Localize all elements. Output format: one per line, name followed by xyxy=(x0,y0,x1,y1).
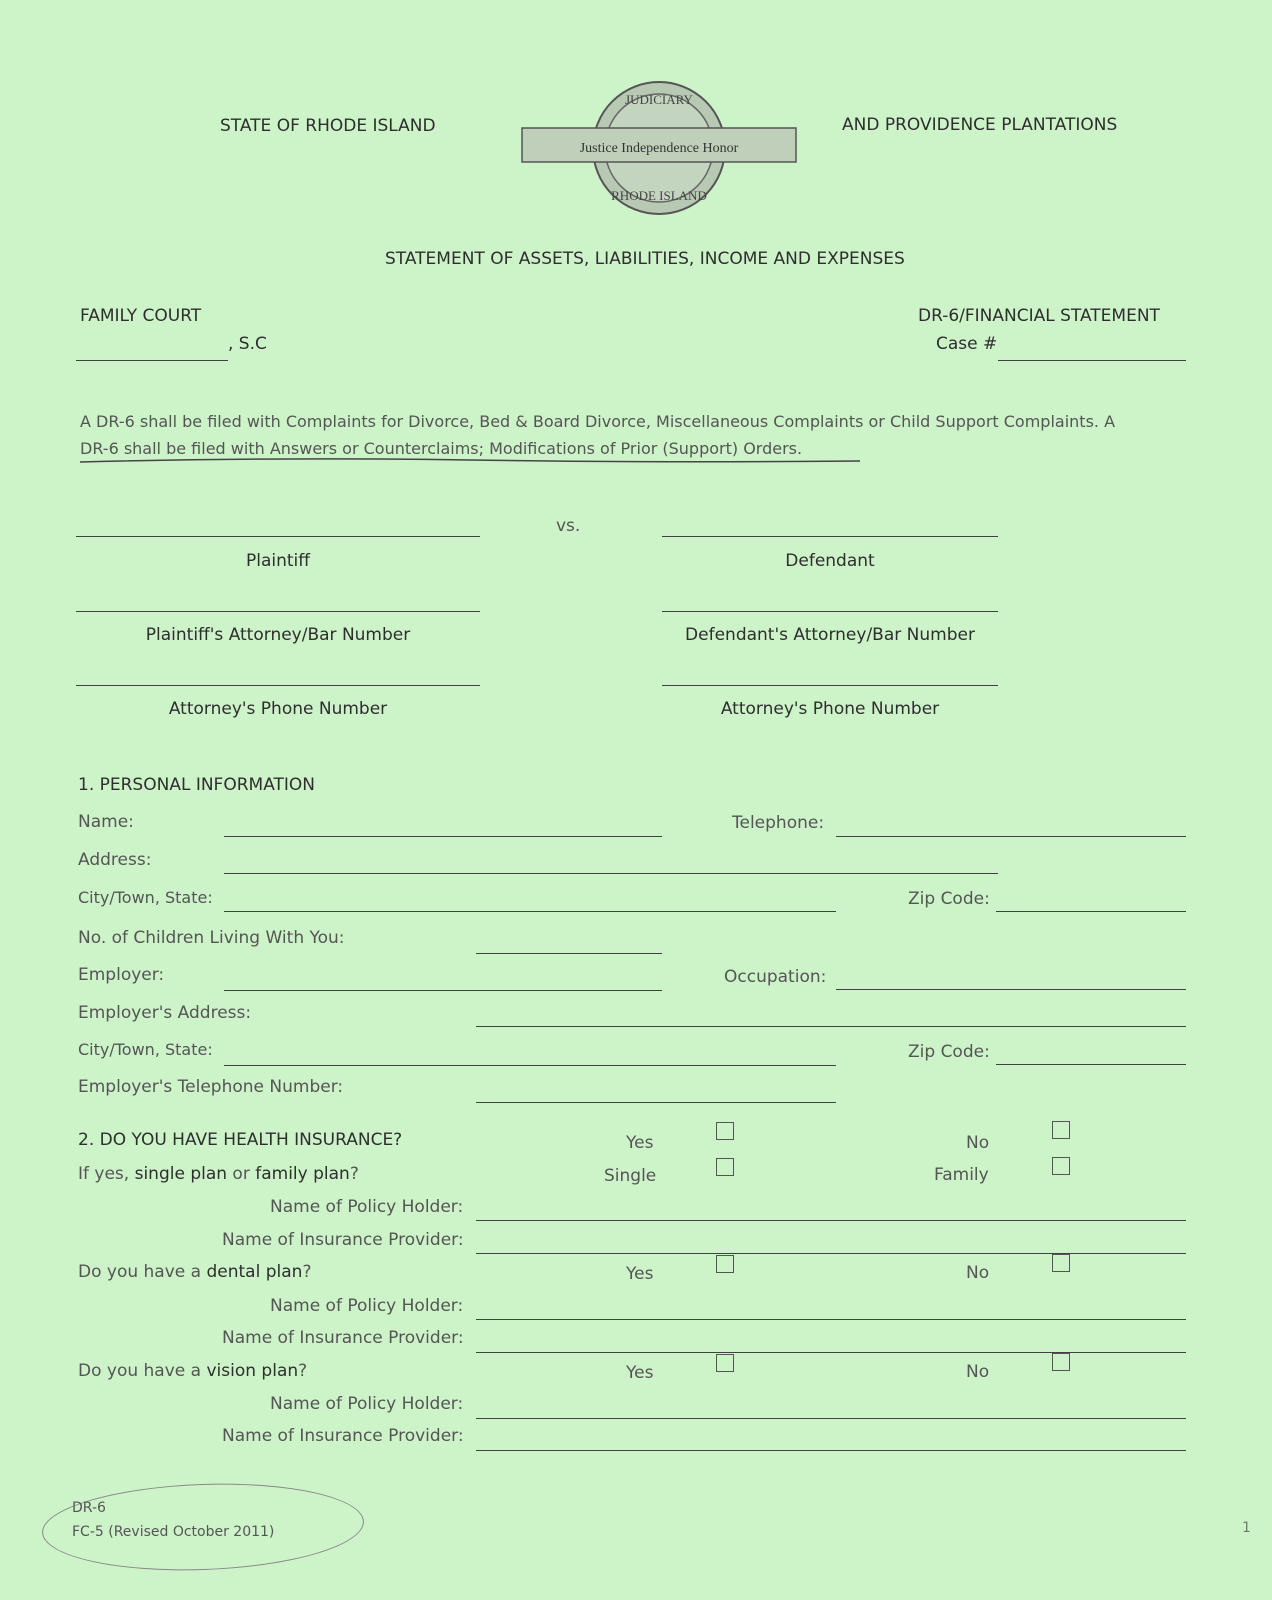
dental-provider-field[interactable] xyxy=(476,1352,1186,1353)
dental-no-label: No xyxy=(966,1263,990,1283)
seal-bottom-text: RHODE ISLAND xyxy=(611,188,707,203)
defendant-attorney-line[interactable] xyxy=(662,611,998,612)
defendant-label: Defendant xyxy=(785,551,875,571)
zip-code-label: Zip Code: xyxy=(908,889,990,909)
vision-no-label: No xyxy=(966,1362,990,1382)
vision-question-bold: vision plan xyxy=(206,1361,299,1381)
plaintiff-attorney-line[interactable] xyxy=(76,611,480,612)
health-policy-holder-field[interactable] xyxy=(476,1220,1186,1221)
employer-zip-code-label: Zip Code: xyxy=(908,1042,990,1062)
vs-label: vs. xyxy=(556,516,581,536)
dental-question-pre: Do you have a xyxy=(78,1262,207,1282)
dental-policy-holder-field[interactable] xyxy=(476,1319,1186,1320)
telephone-label: Telephone: xyxy=(732,813,825,833)
address-label: Address: xyxy=(78,850,152,870)
employer-city-state-label: City/Town, State: xyxy=(78,1040,213,1059)
judiciary-seal xyxy=(518,80,800,216)
dental-no-checkbox[interactable] xyxy=(1052,1254,1070,1272)
revision-date: FC-5 (Revised October 2011) xyxy=(72,1524,275,1540)
children-label: No. of Children Living With You: xyxy=(78,928,345,948)
vision-question-post: ? xyxy=(298,1361,308,1381)
dental-policy-holder-label: Name of Policy Holder: xyxy=(270,1296,464,1316)
vision-question xyxy=(78,1361,307,1381)
dental-yes-checkbox[interactable] xyxy=(716,1255,734,1273)
court-name: FAMILY COURT xyxy=(80,306,202,326)
state-right-heading: AND PROVIDENCE PLANTATIONS xyxy=(842,115,1118,135)
health-provider-field[interactable] xyxy=(476,1253,1186,1254)
name-field[interactable] xyxy=(224,836,662,837)
defendant-line[interactable] xyxy=(662,536,998,537)
children-field[interactable] xyxy=(476,953,662,954)
seal-top-text: JUDICIARY xyxy=(625,92,693,107)
occupation-field[interactable] xyxy=(836,989,1186,990)
zip-code-field[interactable] xyxy=(996,911,1186,912)
vision-provider-label: Name of Insurance Provider: xyxy=(222,1426,464,1446)
handwritten-underline xyxy=(80,455,860,467)
plan-question-family: family plan xyxy=(255,1164,350,1184)
health-no-checkbox[interactable] xyxy=(1052,1121,1070,1139)
sc-suffix: , S.C xyxy=(228,334,267,354)
address-field[interactable] xyxy=(224,873,998,874)
employer-phone-field[interactable] xyxy=(476,1102,836,1103)
state-left-heading: STATE OF RHODE ISLAND xyxy=(220,116,436,136)
family-label: Family xyxy=(934,1165,989,1185)
employer-address-field[interactable] xyxy=(476,1026,1186,1027)
plan-question-pre: If yes, xyxy=(78,1164,135,1184)
page-number: 1 xyxy=(1242,1520,1251,1536)
notice-line-1: A DR-6 shall be filed with Complaints for Divorce, Bed & Board Divorce, Miscellaneous Complaints or Child Support Complaints. A xyxy=(80,412,1116,431)
defendant-attorney-phone-label: Attorney's Phone Number xyxy=(720,699,940,719)
vision-yes-checkbox[interactable] xyxy=(716,1354,734,1372)
dental-question xyxy=(78,1262,311,1282)
plaintiff-attorney-phone-label: Attorney's Phone Number xyxy=(168,699,388,719)
employer-zip-code-field[interactable] xyxy=(996,1064,1186,1065)
dental-question-post: ? xyxy=(302,1262,312,1282)
notice-line-2: DR-6 shall be filed with Answers or Counterclaims; Modifications of Prior (Support) Orders. xyxy=(80,439,803,458)
dental-provider-label: Name of Insurance Provider: xyxy=(222,1328,464,1348)
health-provider-label: Name of Insurance Provider: xyxy=(222,1230,464,1250)
employer-city-state-field[interactable] xyxy=(224,1065,836,1066)
vision-policy-holder-label: Name of Policy Holder: xyxy=(270,1394,464,1414)
plan-question-mid: or xyxy=(227,1164,256,1184)
plaintiff-label: Plaintiff xyxy=(246,551,310,571)
plaintiff-attorney-phone-line[interactable] xyxy=(76,685,480,686)
plan-type-question xyxy=(78,1164,359,1184)
employer-field[interactable] xyxy=(224,990,662,991)
city-state-field[interactable] xyxy=(224,911,836,912)
employer-phone-label: Employer's Telephone Number: xyxy=(78,1077,344,1097)
document-title: STATEMENT OF ASSETS, LIABILITIES, INCOME AND EXPENSES xyxy=(385,249,905,269)
city-state-label: City/Town, State: xyxy=(78,888,213,907)
case-number-label: Case # xyxy=(936,334,998,354)
health-policy-holder-label: Name of Policy Holder: xyxy=(270,1197,464,1217)
single-label: Single xyxy=(604,1166,657,1186)
form-name: DR-6/FINANCIAL STATEMENT xyxy=(918,306,1160,326)
form-code: DR-6 xyxy=(72,1500,106,1516)
vision-question-pre: Do you have a xyxy=(78,1361,207,1381)
vision-no-checkbox[interactable] xyxy=(1052,1353,1070,1371)
plaintiff-attorney-label: Plaintiff's Attorney/Bar Number xyxy=(145,625,411,645)
employer-address-label: Employer's Address: xyxy=(78,1003,252,1023)
single-checkbox[interactable] xyxy=(716,1158,734,1176)
defendant-attorney-phone-line[interactable] xyxy=(662,685,998,686)
telephone-field[interactable] xyxy=(836,836,1186,837)
plan-question-post: ? xyxy=(349,1164,359,1184)
health-no-label: No xyxy=(966,1133,990,1153)
case-number-line[interactable] xyxy=(998,360,1186,361)
court-county-line[interactable] xyxy=(76,360,228,361)
seal-motto: Justice Independence Honor xyxy=(579,141,739,156)
name-label: Name: xyxy=(78,812,134,832)
plaintiff-line[interactable] xyxy=(76,536,480,537)
health-insurance-heading: 2. DO YOU HAVE HEALTH INSURANCE? xyxy=(78,1130,403,1150)
plan-question-single: single plan xyxy=(134,1164,228,1184)
occupation-label: Occupation: xyxy=(724,967,827,987)
health-yes-label: Yes xyxy=(626,1133,654,1153)
dental-yes-label: Yes xyxy=(626,1264,654,1284)
family-checkbox[interactable] xyxy=(1052,1157,1070,1175)
vision-yes-label: Yes xyxy=(626,1363,654,1383)
dental-question-bold: dental plan xyxy=(206,1262,303,1282)
health-yes-checkbox[interactable] xyxy=(716,1122,734,1140)
defendant-attorney-label: Defendant's Attorney/Bar Number xyxy=(685,625,975,645)
vision-provider-field[interactable] xyxy=(476,1450,1186,1451)
personal-info-heading: 1. PERSONAL INFORMATION xyxy=(78,775,315,795)
employer-label: Employer: xyxy=(78,965,165,985)
vision-policy-holder-field[interactable] xyxy=(476,1418,1186,1419)
